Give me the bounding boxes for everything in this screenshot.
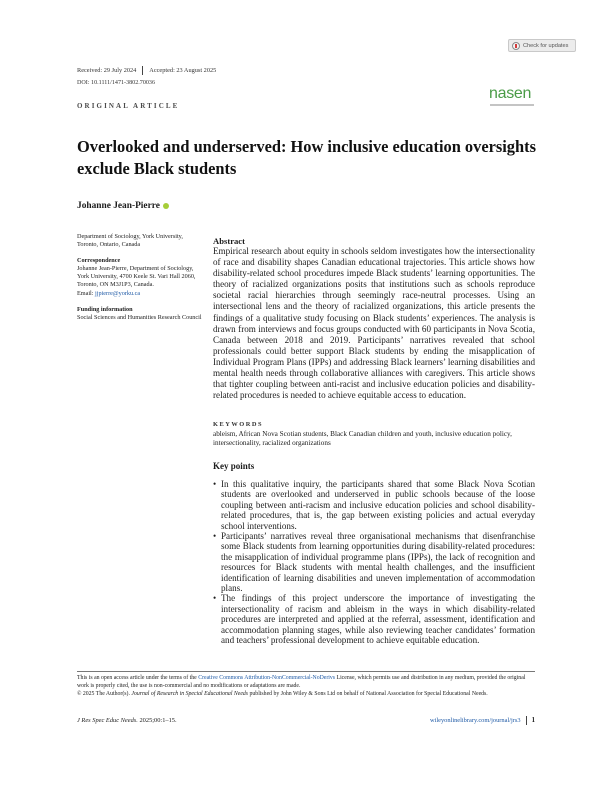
correspondence-block (77, 265, 203, 297)
article-title-line-1: Overlooked and underserved: How inclusive education oversights (77, 137, 536, 156)
footer-divider (77, 671, 535, 672)
key-points-list (213, 479, 535, 646)
nasen-logo-tagline (490, 104, 534, 106)
page-footer (77, 716, 535, 725)
footer-right (430, 716, 535, 725)
date-separator (142, 66, 143, 75)
key-point-item: • The findings of this project underscore the importance of investigating the intersectionality of racism and ableism in the ways in which disability-related procedures are interpreted and applied at the referral, assessment, identification and accommodation planning stages, while also reviewing teacher candidates’ formation and teachers’ professional development to achieve equitable education. (213, 593, 535, 645)
license-link[interactable]: Creative Commons Attribution-NonCommercial-NoDerivs (198, 675, 336, 681)
doi: DOI: 10.1111/1471-3802.70036 (77, 80, 156, 86)
check-updates-label: Check for updates (523, 42, 569, 49)
copyright-end: published by John Wiley & Sons Ltd on behalf of National Association for Special Educational Needs. (249, 690, 488, 697)
check-updates-icon (512, 42, 520, 50)
received-date: Received: 29 July 2024 (77, 67, 137, 74)
author-info-sidebar (77, 233, 203, 330)
accepted-date: Accepted: 23 August 2025 (149, 67, 217, 74)
keywords-text: ableism, African Nova Scotian students, Black Canadian children and youth, inclusive education policy, intersectionality, racialized organizations (213, 430, 512, 447)
license-text-start: This is an open access article under the terms of the (77, 675, 197, 681)
check-for-updates-button[interactable] (508, 39, 576, 52)
funding-text: Social Sciences and Humanities Research Council (77, 313, 202, 321)
correspondence-address: Johanne Jean-Pierre, Department of Sociology, York University, 4700 Keele St. Vari Hall 2060, Toronto, ON M3J1P3, Canada. (77, 265, 196, 289)
license-text-end: License, which permits use and distribution in any medium, provided the original work is properly cited, the use is non-commercial and no modifications or adaptations are made. (77, 675, 526, 689)
orcid-icon[interactable] (163, 203, 170, 210)
key-point-item: • Participants’ narratives reveal three organisational mechanisms that disenfranchise some Black students from learning opportunities during disability-related procedures: the misapplication of individual programme plans (IPPs), the lack of recognition and resources for Black students with mental health challenges, and the insufficient identification of learning disabilities and uneven implementation of accommodation plans. (213, 531, 535, 593)
article-title (77, 136, 536, 179)
author-name: Johanne Jean-Pierre (77, 201, 160, 211)
journal-abbrev: J Res Spec Educ Needs. (77, 716, 138, 724)
article-title-line-2: exclude Black students (77, 158, 237, 178)
keywords-heading: KEYWORDS (213, 421, 263, 428)
citation-details: 2025;00:1–15. (139, 716, 177, 724)
submission-dates (77, 66, 216, 75)
page-number-separator (526, 716, 527, 725)
license-statement (77, 675, 535, 691)
author-line (77, 201, 169, 211)
abstract-text: Empirical research about equity in schools seldom investigates how the intersectionality of race and disability shapes Canadian educational trajectories. This article shows how disability-related school procedures impede Black students’ learning opportunities. The theory of racialized organizations posits that institutions such as schools reproduce societal racial hierarchies through seemingly race-neutral processes. Using an intersectional lens and the theory of racialized organizations, this article presents the findings of a qualitative study focusing on Black students’ experiences. The analysis is drawn from interviews and focus groups conducted with 60 participants in Nova Scotia, Canada between 2018 and 2019. Participants’ narratives revealed that school professionals could better support Black students by ending the misapplication of Individual Program Plans (IPPs) and addressing Black learners’ learning disabilities and mental health needs through collaborative alliances with caregivers. This article shows that tighter coupling between anti-racist and inclusive education policies and disability-related procedures is needed to achieve equitable access to education. (213, 246, 535, 401)
article-type: ORIGINAL ARTICLE (77, 102, 180, 110)
copyright-statement (77, 691, 535, 699)
page-number: 1 (531, 716, 535, 724)
affiliation: Department of Sociology, York University, Toronto, Ontario, Canada (77, 233, 183, 249)
copyright-start: © 2025 The Author(s). (77, 690, 130, 697)
abstract-heading: Abstract (213, 236, 245, 246)
email-label: Email: (77, 289, 94, 297)
funding-heading: Funding information (77, 305, 133, 313)
key-points-heading: Key points (213, 461, 255, 471)
correspondence-heading: Correspondence (77, 257, 121, 265)
key-point-item: • In this qualitative inquiry, the participants shared that some Black Nova Scotian students are overlooked and underserved in public schools because of the loose coupling between anti-racism and inclusive education policies and school disability-related procedures, that is, the gap between existing policies and actual everyday school interventions. (213, 479, 535, 531)
journal-name: Journal of Research in Special Educational Needs (131, 690, 249, 697)
license-notice (77, 675, 535, 699)
nasen-logo: nasen (489, 85, 532, 102)
journal-citation (77, 717, 177, 725)
journal-url-link[interactable]: wileyonlinelibrary.com/journal/jrs3 (429, 716, 521, 724)
email-link[interactable]: jjpierre@yorku.ca (95, 289, 141, 297)
